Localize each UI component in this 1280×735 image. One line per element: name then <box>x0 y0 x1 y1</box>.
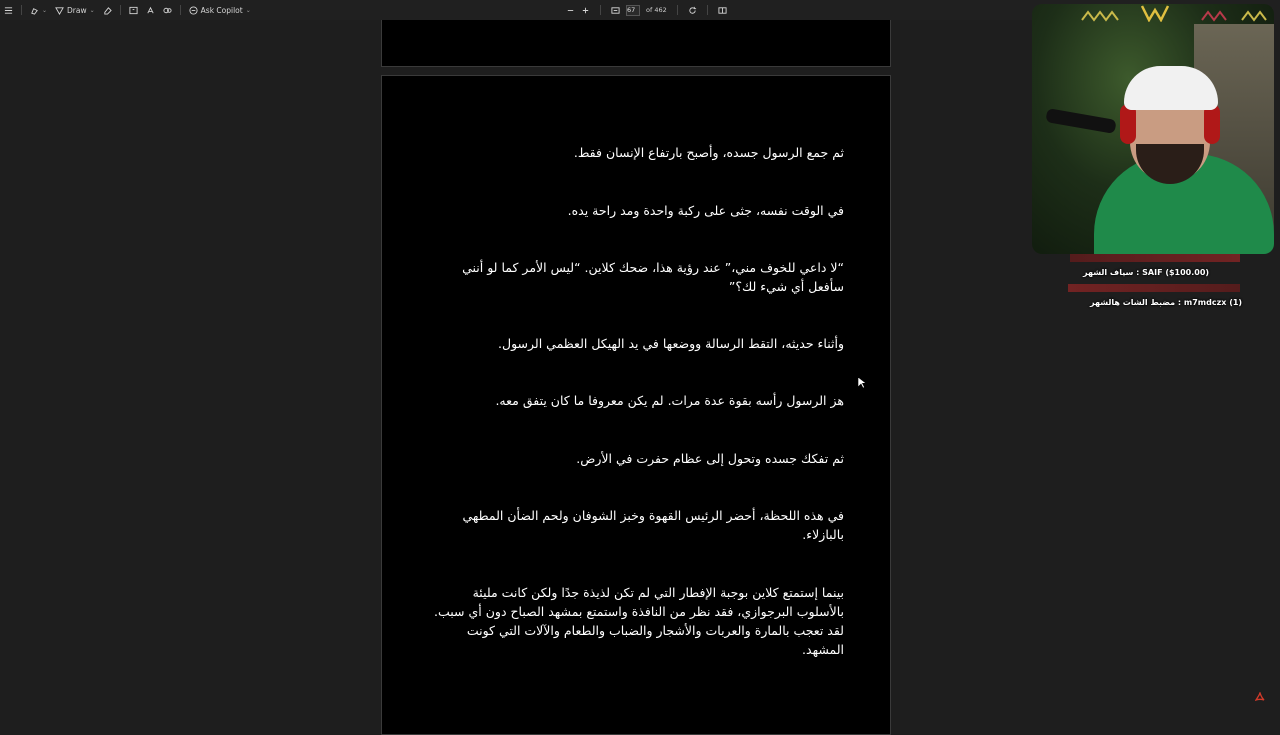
fit-page-icon[interactable] <box>611 6 620 15</box>
ask-copilot-button[interactable] <box>185 0 255 20</box>
translate-button[interactable] <box>159 0 176 20</box>
paragraph: في هذه اللحظة، أحضر الرئيس القهوة وخبز الشوفان ولحم الضأن المطهي بالبازلاء. <box>462 508 844 542</box>
text-box-button[interactable] <box>125 0 142 20</box>
page-view-icon[interactable] <box>718 6 727 15</box>
contents-button[interactable] <box>0 0 17 20</box>
previous-page <box>381 20 891 67</box>
rotate-icon[interactable] <box>688 6 697 15</box>
chevron-down-icon[interactable]: ⌄ <box>42 6 48 14</box>
toolbar-divider <box>707 5 708 15</box>
paragraph: وأثناء حديثه، التقط الرسالة ووضعها في يد الهيكل العظمي الرسول. <box>498 336 844 351</box>
zoom-in-icon[interactable] <box>581 6 590 15</box>
toolbar-divider <box>120 5 121 15</box>
pdf-app-icon <box>1255 692 1265 702</box>
draw-icon <box>55 6 64 15</box>
microphone-arm <box>1045 108 1116 134</box>
current-page <box>381 75 891 735</box>
read-aloud-button[interactable] <box>142 0 159 20</box>
paragraph: هز الرسول رأسه بقوة عدة مرات. لم يكن معروفا ما كان يتفق معه. <box>495 393 844 408</box>
paragraph: ثم جمع الرسول جسده، وأصبح بارتفاع الإنسان فقط. <box>573 145 844 160</box>
toolbar-divider <box>677 5 678 15</box>
toolbar-divider <box>600 5 601 15</box>
eraser-icon <box>103 6 112 15</box>
draw-button[interactable] <box>51 0 99 20</box>
draw-label: Draw <box>67 5 87 15</box>
crown-logo-icon <box>1140 4 1170 22</box>
mouse-cursor-icon <box>858 377 867 389</box>
copilot-icon <box>189 6 198 15</box>
paragraph: في الوقت نفسه، جثى على ركبة واحدة ومد راحة يده. <box>567 203 844 218</box>
list-icon <box>4 6 13 15</box>
ask-copilot-label: Ask Copilot <box>200 5 243 15</box>
highlight-button[interactable] <box>26 0 51 20</box>
headphone-right <box>1204 104 1220 144</box>
page-navigation <box>566 0 727 20</box>
zoom-out-icon[interactable] <box>566 6 575 15</box>
paragraph: بينما إستمتع كلاين بوجبة الإفطار التي لم تكن لذيذة جدًا ولكن كانت مليئة بالأسلوب البرجوازي، فقد نظر من النافذة واستمتع بمشهد الصباح دون أي سبب. لقد تعجب بالمارة والعربات والأشجار والضباب والطعام والآلات التي كونت المشهد. <box>434 585 844 657</box>
paragraph: “لا داعي للخوف مني،” عند رؤية هذا، ضحك كلاين. “ليس الأمر كما لو أنني سأفعل أي شيء لك؟” <box>462 260 844 294</box>
headphone-left <box>1120 104 1136 144</box>
webcam-overlay <box>1032 4 1274 254</box>
erase-button[interactable] <box>99 0 116 20</box>
top-chatter-line: m7mdczx (1) : مضبط الشات هالشهر <box>1090 298 1243 307</box>
page-total: of 462 <box>646 6 667 14</box>
toolbar-divider <box>21 5 22 15</box>
faded-chat-line <box>1068 284 1240 292</box>
highlighter-icon <box>30 6 39 15</box>
read-aloud-icon <box>146 6 155 15</box>
toolbar-divider <box>180 5 181 15</box>
text-box-icon <box>129 6 138 15</box>
translate-icon <box>163 6 172 15</box>
paragraph: ثم تفكك جسده وتحول إلى عظام حفرت في الأرض. <box>576 451 844 466</box>
chevron-down-icon[interactable]: ⌄ <box>245 6 251 14</box>
faded-chat-line <box>1070 254 1240 262</box>
top-supporter-line: SAIF ($100.00) : سياف الشهر <box>1083 268 1210 277</box>
page-number-input[interactable] <box>626 5 640 16</box>
chevron-down-icon[interactable]: ⌄ <box>89 6 95 14</box>
